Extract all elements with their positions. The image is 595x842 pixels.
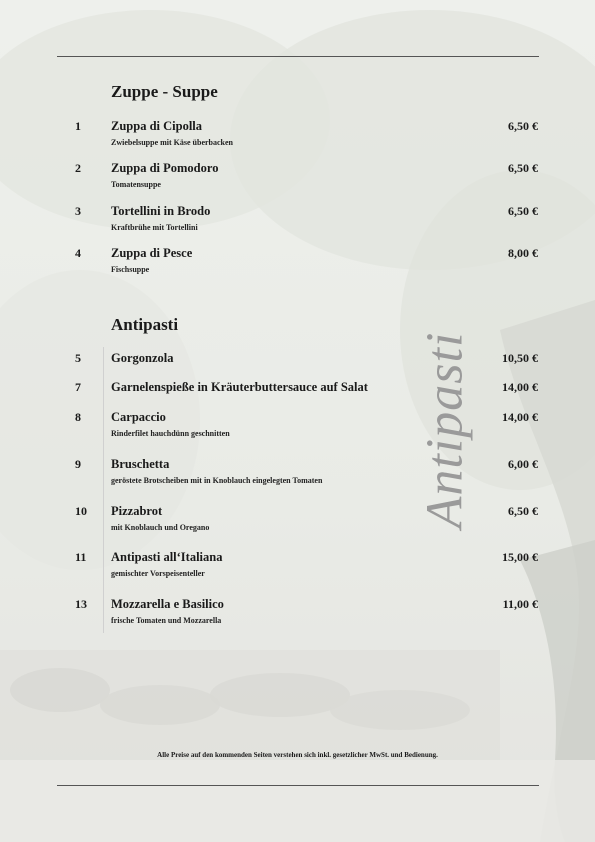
vertical-section-title: Antipasti	[416, 331, 474, 529]
item-name: Antipasti all‘Italiana	[111, 550, 223, 564]
item-name: Pizzabrot	[111, 504, 163, 518]
item-price: 14,00 €	[502, 410, 538, 424]
item-number: 1	[75, 119, 81, 133]
item-name: Garnelenspieße in Kräuterbuttersauce auf Salat	[111, 380, 368, 394]
bottom-divider	[57, 785, 539, 786]
item-description: frische Tomaten und Mozzarella	[111, 616, 222, 625]
item-price: 11,00 €	[502, 597, 538, 611]
item-name: Mozzarella e Basilico	[111, 597, 224, 611]
item-name: Zuppa di Pomodoro	[111, 161, 219, 175]
item-number: 11	[75, 550, 87, 564]
item-price: 6,50 €	[508, 204, 538, 218]
item-name: Zuppa di Pesce	[111, 246, 193, 260]
item-number: 2	[75, 161, 81, 175]
item-name: Zuppa di Cipolla	[111, 119, 203, 133]
column-divider	[103, 347, 104, 633]
item-name: Tortellini in Brodo	[111, 204, 211, 218]
item-price: 15,00 €	[502, 550, 538, 564]
item-price: 8,00 €	[508, 246, 538, 260]
item-price: 6,50 €	[508, 504, 538, 518]
item-price: 14,00 €	[502, 380, 538, 394]
item-number: 9	[75, 457, 81, 471]
item-name: Gorgonzola	[111, 351, 174, 365]
item-description: mit Knoblauch und Oregano	[111, 523, 210, 532]
item-number: 13	[75, 597, 87, 611]
item-price: 6,50 €	[508, 161, 538, 175]
top-divider	[57, 56, 539, 57]
item-name: Carpaccio	[111, 410, 166, 424]
section-title-antipasti: Antipasti	[111, 315, 179, 334]
item-description: gemischter Vorspeisenteller	[111, 569, 205, 578]
item-number: 4	[75, 246, 81, 260]
item-description: Fischsuppe	[111, 265, 150, 274]
item-price: 10,50 €	[502, 351, 538, 365]
item-number: 3	[75, 204, 81, 218]
item-description: Kraftbrühe mit Tortellini	[111, 223, 198, 232]
section-title-zuppe: Zuppe - Suppe	[111, 82, 218, 101]
item-number: 10	[75, 504, 87, 518]
item-number: 7	[75, 380, 81, 394]
price-footnote: Alle Preise auf den kommenden Seiten verstehen sich inkl. gesetzlicher MwSt. und Bedienung.	[157, 751, 438, 759]
item-price: 6,00 €	[508, 457, 538, 471]
item-price: 6,50 €	[508, 119, 538, 133]
item-number: 5	[75, 351, 81, 365]
item-description: Rinderfilet hauchdünn geschnitten	[111, 429, 230, 438]
item-name: Bruschetta	[111, 457, 170, 471]
item-description: geröstete Brotscheiben mit in Knoblauch eingelegten Tomaten	[111, 476, 323, 485]
item-number: 8	[75, 410, 81, 424]
item-description: Zwiebelsuppe mit Käse überbacken	[111, 138, 234, 147]
item-description: Tomatensuppe	[111, 180, 161, 189]
